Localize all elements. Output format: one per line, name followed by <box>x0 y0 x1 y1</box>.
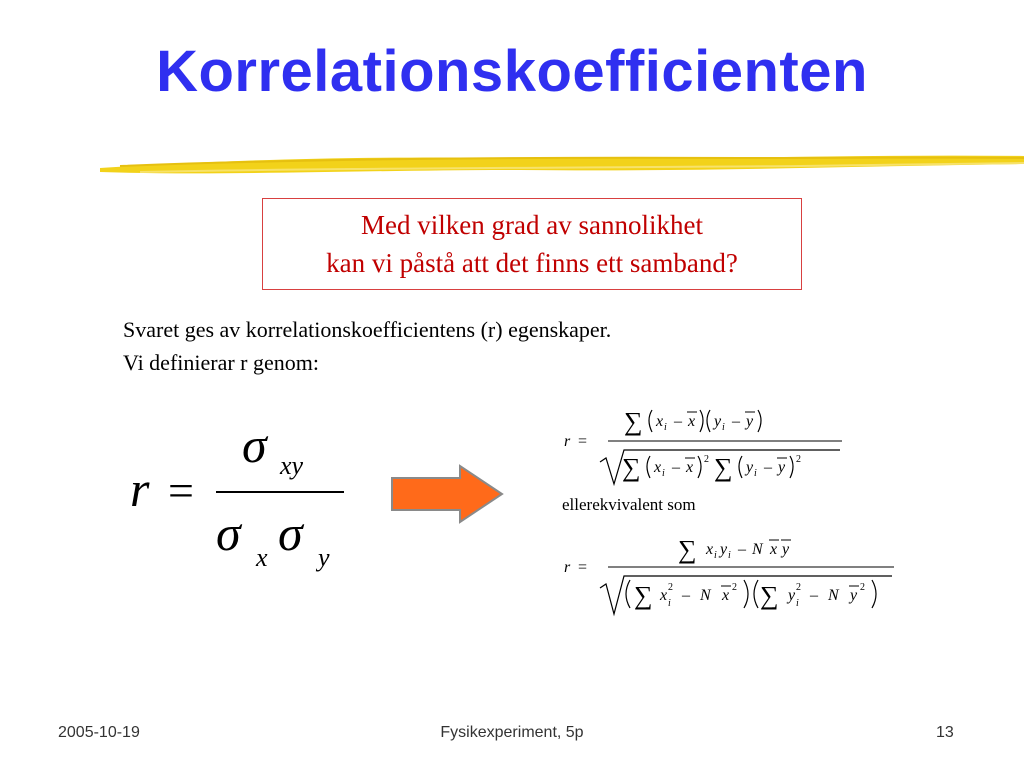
formula2-den-minus: – <box>682 587 690 604</box>
sigma-x: σ <box>216 505 241 561</box>
formula1-minus-2: – <box>732 413 740 430</box>
formula2-sub-i: i <box>714 550 717 561</box>
formula2-sq-2: 2 <box>732 582 737 593</box>
formula-1 <box>560 400 850 490</box>
footer-date: 2005-10-19 <box>58 724 140 741</box>
callout-line-2: kan vi påstå att det finns ett samband? <box>326 248 738 278</box>
formula1-yi: y <box>714 413 722 430</box>
formula1-den-minus-2: – <box>764 459 772 476</box>
formula1-den-xi: x <box>654 459 662 476</box>
formula2-lhs: r <box>564 559 571 576</box>
subscript-x: x <box>256 543 268 572</box>
formula1-sum-den-1: ∑ <box>622 453 641 482</box>
formula1-sub-i-2: i <box>722 422 725 433</box>
formula1-sum-numerator: ∑ <box>624 407 643 436</box>
formula1-den-sub-i: i <box>662 468 665 479</box>
formula1-square-2: 2 <box>796 454 801 465</box>
connector-text: ellerekvivalent som <box>562 495 696 514</box>
formula2-ybar: y <box>782 541 790 558</box>
sigma-numerator: σ <box>242 420 267 473</box>
sigma-y: σ <box>278 505 303 561</box>
slide-title: Korrelationskoefficienten <box>156 39 868 104</box>
body-line-2: Vi definierar r genom: <box>123 350 319 375</box>
formula1-den-minus: – <box>672 459 680 476</box>
formula1-ybar: y <box>746 413 754 430</box>
formula2-sum-num: ∑ <box>678 535 697 564</box>
formula2-den-sub-i-2: i <box>796 598 799 609</box>
question-callout <box>262 198 802 290</box>
formula2-yi: y <box>720 541 728 558</box>
formula1-den-sub-i-2: i <box>754 468 757 479</box>
formula1-lhs: r <box>564 433 571 450</box>
footer-page-number: 13 <box>936 724 954 741</box>
formula2-equals: = <box>578 559 588 576</box>
formula1-den-yi: y <box>746 459 754 476</box>
formula1-xi: x <box>656 413 664 430</box>
formula1-xbar: x <box>688 413 696 430</box>
body-line-1: Svaret ges av korrelationskoefficientens (r) egenskaper. <box>123 317 612 342</box>
formula2-sub-i-2: i <box>728 550 731 561</box>
callout-line-1: Med vilken grad av sannolikhet <box>361 210 703 240</box>
footer-course: Fysikexperiment, 5p <box>440 724 584 741</box>
formula1-den-xbar: x <box>686 459 694 476</box>
subscript-xy: xy <box>280 451 304 480</box>
formula1-sum-den-2: ∑ <box>714 453 733 482</box>
formula2-den-minus-2: – <box>810 587 818 604</box>
formula2-xbar: x <box>770 541 778 558</box>
definition-formula <box>120 420 360 580</box>
formula2-den-xi: x <box>660 587 668 604</box>
formula2-sq-1: 2 <box>668 582 673 593</box>
formula2-den-yi: y <box>788 587 796 604</box>
formula2-sum-den-2: ∑ <box>760 581 779 610</box>
formula2-den-ybar: y <box>850 587 858 604</box>
formula1-equals: = <box>578 433 588 450</box>
formula2-den-N-2: N <box>828 587 839 604</box>
right-arrow-icon <box>390 464 506 524</box>
formula-equals: = <box>168 465 194 516</box>
formula1-square-1: 2 <box>704 454 709 465</box>
formula2-minus: – <box>738 541 746 558</box>
formula2-den-sub-i: i <box>668 598 671 609</box>
formula2-N: N <box>752 541 763 558</box>
brush-stroke-divider <box>100 146 1024 182</box>
formula1-minus: – <box>674 413 682 430</box>
subscript-y: y <box>318 543 330 572</box>
formula2-xi: x <box>706 541 714 558</box>
formula2-sq-3: 2 <box>796 582 801 593</box>
formula-2 <box>560 530 900 620</box>
formula2-den-N: N <box>700 587 711 604</box>
formula-lhs: r <box>130 461 150 517</box>
formula1-den-ybar: y <box>778 459 786 476</box>
formula2-den-xbar: x <box>722 587 730 604</box>
formula1-sub-i: i <box>664 422 667 433</box>
formula2-sq-4: 2 <box>860 582 865 593</box>
formula2-sum-den-1: ∑ <box>634 581 653 610</box>
